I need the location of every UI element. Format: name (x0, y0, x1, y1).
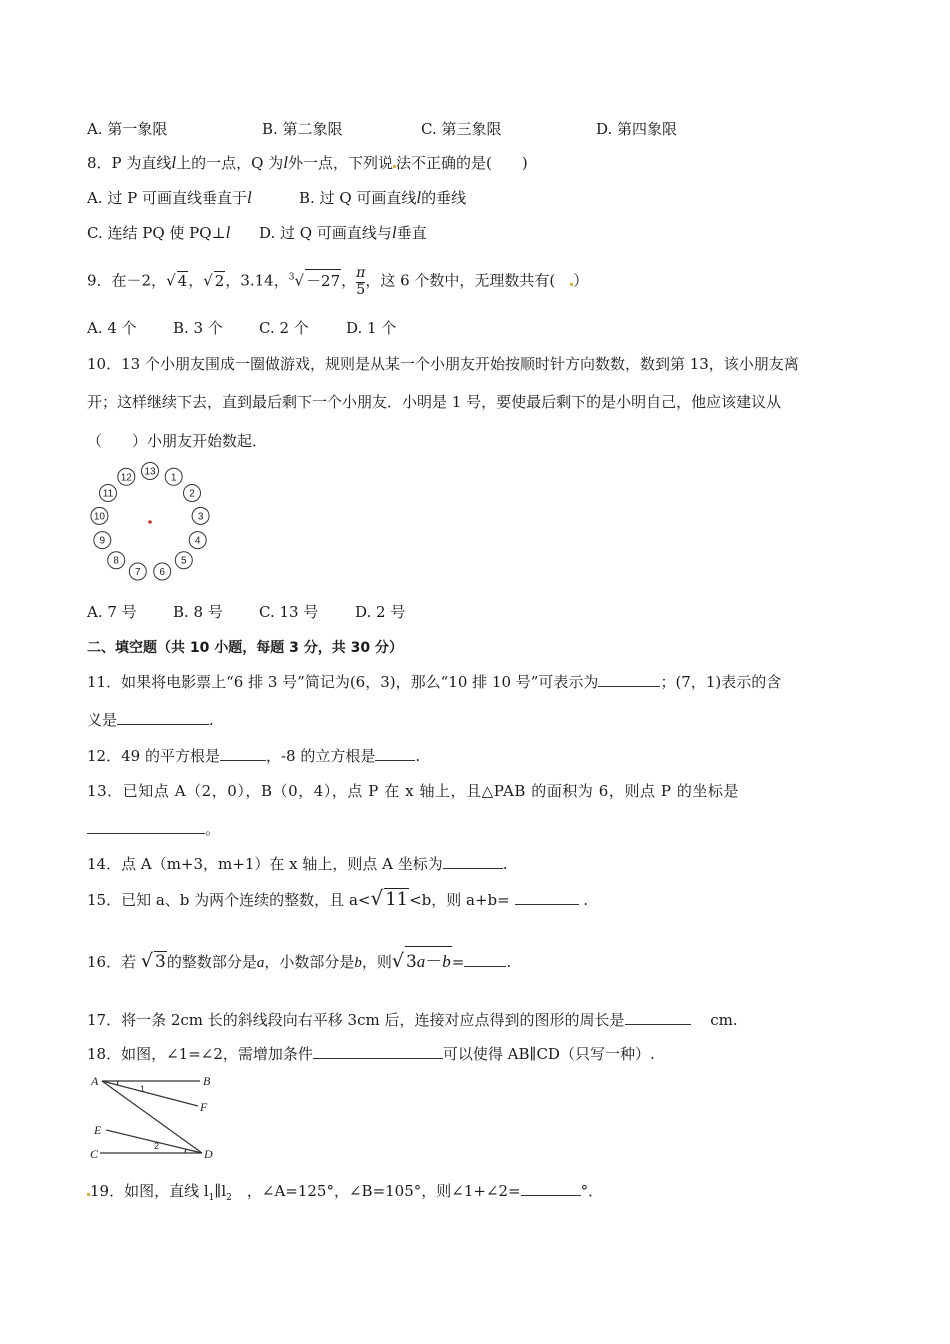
q8-text-1: 8．P 为直线 (87, 154, 172, 172)
sqrt-symbol: √ (140, 950, 153, 972)
child-number: 5 (181, 555, 187, 567)
q7-option-c: C. 第三象限 (421, 120, 502, 138)
sqrt-symbol: √ (203, 271, 213, 290)
q9-stem: 9．在－2，√ 4，√ 2，3.14，$^3$√ －27， $\frac{\pi}{5}$ ，这 6 个数中，无理数共有( ） (87, 265, 589, 298)
q8-option-b (299, 187, 466, 208)
answer-blank[interactable] (598, 672, 660, 687)
q10-line-3: （ ）小朋友开始数起． (87, 432, 268, 450)
child-number: 11 (102, 488, 114, 500)
q9-radicand-3: －27 (305, 269, 341, 291)
q11-text-2: ；(7，1)表示的含 (660, 673, 782, 691)
q13-text-2: 。 (205, 820, 221, 838)
q8-option-b-post: 的垂线 (421, 189, 467, 207)
q12-text-1: 12．49 的平方根是 (87, 747, 220, 765)
q8-option-d-post: 垂直 (396, 224, 427, 242)
q8-option-d (259, 222, 427, 243)
q16-radicand: 3 (154, 952, 166, 972)
line-l-symbol: l (416, 188, 422, 207)
answer-blank[interactable] (313, 1044, 443, 1059)
sqrt-symbol: √ (370, 886, 384, 910)
q13-line-1: 13．已知点 A（2，0），B（0，4），点 P 在 x 轴上，且△PAB 的面积为 6，则点 P 的坐标是 (87, 782, 740, 800)
q10-option-b: B. 8 号 (173, 603, 223, 621)
q12-text-2: ，-8 的立方根是 (265, 747, 376, 765)
circle-center-dot (148, 520, 152, 524)
q19-text-2: ，∠A=125°，∠B=105°，则∠1+∠2= (246, 1182, 521, 1200)
sqrt-symbol: √ (391, 950, 404, 972)
q18 (87, 1043, 655, 1064)
expr-minus: － (425, 952, 443, 972)
q11-text-1: 11．如果将电影票上“6 排 3 号”简记为(6，3)，那么“10 排 10 号”可表示为 (87, 673, 599, 691)
child-number: 1 (170, 472, 177, 484)
expr-a: a (416, 952, 426, 971)
parallel-lines-figure (88, 1072, 223, 1164)
point-c-label: C (90, 1147, 99, 1161)
child-number: 13 (144, 466, 156, 478)
q16-text-5: . (506, 953, 512, 971)
child-number: 9 (99, 535, 106, 547)
q15-text-3: . (583, 891, 589, 909)
subscript-1: 1 (208, 1193, 215, 1203)
section-title: 二、填空题（共 10 小题，每题 3 分，共 30 分） (87, 640, 403, 656)
q9-radicand-1: 4 (177, 271, 188, 290)
line-af (102, 1081, 198, 1106)
point-f-label: F (200, 1100, 208, 1114)
fraction-denominator: 5 (356, 282, 366, 298)
q15 (87, 886, 588, 910)
line-l-symbol: l (247, 188, 252, 207)
answer-blank[interactable] (220, 746, 266, 761)
child-number: 12 (120, 472, 132, 484)
q9-option-a: A. 4 个 (87, 319, 137, 337)
q9-option-d: D. 1 个 (346, 319, 397, 337)
q16-equals: = (451, 953, 465, 971)
children-circle-figure (86, 460, 214, 585)
q14 (87, 853, 508, 874)
answer-blank[interactable] (87, 819, 205, 834)
answer-blank[interactable] (625, 1010, 691, 1025)
q17-text-1: 17．将一条 2cm 长的斜线段向右平移 3cm 后，连接对应点得到的图形的周长是 (87, 1011, 625, 1029)
line-ad (102, 1081, 202, 1153)
child-number: 6 (159, 567, 165, 578)
answer-blank[interactable] (117, 710, 209, 725)
sqrt-symbol: √ (166, 271, 176, 290)
q16-expression (405, 946, 452, 972)
expr-b: b (442, 952, 451, 971)
q8-option-d-text: D. 过 Q 可画直线与 (259, 224, 392, 242)
point-b-label: B (203, 1074, 211, 1088)
q16 (87, 946, 511, 972)
q13-line-2 (87, 818, 220, 839)
line-l-symbol: l (171, 153, 177, 172)
q9-option-c: C. 2 个 (259, 319, 309, 337)
pi-symbol: π (356, 265, 366, 281)
q8-text-2: 上的一点，Q 为 (176, 154, 284, 172)
point-d-label: D (204, 1147, 213, 1161)
answer-blank[interactable] (375, 746, 415, 761)
cube-root-index: 3 (288, 272, 295, 283)
child-number: 4 (194, 535, 201, 547)
q14-text-1: 14．点 A（m+3，m+1）在 x 轴上，则点 A 坐标为 (87, 855, 443, 873)
q16-text-4: ，则 (361, 953, 392, 971)
q8-text-3: 外一点，下列说 (287, 154, 393, 172)
q8-options-ab (87, 187, 467, 208)
variable-a: a (256, 955, 265, 971)
variable-b: b (354, 955, 362, 971)
q9-text-post: ，这 6 个数中，无理数共有( (365, 271, 571, 290)
q7-option-d: D. 第四象限 (596, 120, 678, 138)
q9-text-mid: ，3.14， (225, 271, 289, 290)
line-l-symbol: l (391, 223, 397, 242)
sqrt-symbol: √ (294, 271, 305, 290)
q11-text-3: 义是 (87, 711, 118, 729)
q10-option-d: D. 2 号 (355, 603, 406, 621)
subscript-2: 2 (226, 1193, 232, 1203)
q16-text-1: 16．若 (87, 953, 137, 971)
q17 (87, 1009, 738, 1030)
q17-text-2: cm. (710, 1011, 738, 1029)
q15-radicand: 11 (385, 889, 409, 910)
line-l-symbol: l (225, 223, 231, 242)
q18-text-1: 18．如图，∠1=∠2，需增加条件 (87, 1045, 313, 1063)
q10-option-a: A. 7 号 (87, 603, 137, 621)
point-a-label: A (91, 1074, 99, 1088)
q19-text-1: 19．如图，直线 l (90, 1182, 209, 1200)
child-number: 10 (93, 511, 105, 523)
angle-1-label: 1 (140, 1084, 146, 1094)
q16-text-2: 的整数部分是 (166, 953, 257, 971)
q9-text-pre: 9．在－2， (87, 271, 167, 290)
q10-line-2: 开；这样继续下去，直到最后剩下一个小朋友．小明是 1 号，要使最后剩下的是小明自己，他应该建议从 (87, 393, 782, 411)
q8-option-b-text: B. 过 Q 可画直线 (299, 189, 417, 207)
q15-text-1: 15．已知 a、b 为两个连续的整数，且 a< (87, 891, 371, 909)
q10-option-c: C. 13 号 (259, 603, 319, 621)
child-number: 2 (189, 488, 195, 500)
q10-line-1: 10．13 个小朋友围成一圈做游戏，规则是从某一个小朋友开始按顺时针方向数数，数到第 13，该小朋友离 (87, 355, 799, 373)
child-number: 8 (113, 555, 119, 567)
q19-parallel: ∥l (214, 1182, 227, 1200)
line-l-symbol: l (283, 153, 288, 172)
q8-option-a: A. 过 P 可画直线垂直于 (87, 189, 247, 207)
q9-option-b: B. 3 个 (173, 319, 223, 337)
q19 (87, 1180, 603, 1203)
q15-text-2: <b，则 a+b= (409, 891, 510, 909)
q18-text-2: 可以使得 AB∥CD（只写一种）. (442, 1045, 655, 1063)
q8-options-cd (87, 222, 427, 243)
answer-blank[interactable] (443, 854, 503, 869)
q16-text-3: ，小数部分是 (264, 953, 355, 971)
child-number: 3 (197, 511, 204, 523)
q11-line-1 (87, 671, 781, 692)
q8-stem (87, 152, 528, 173)
q9-radicand-2: 2 (214, 271, 225, 290)
q7-option-b: B. 第二象限 (262, 120, 343, 138)
q19-text-3: °． (580, 1182, 604, 1200)
q11-text-4: . (209, 711, 214, 729)
q8-option-c: C. 连结 PQ 使 PQ⊥ (87, 224, 226, 242)
answer-blank[interactable] (464, 952, 506, 967)
pi-over-5 (356, 266, 365, 297)
point-e-label: E (94, 1123, 102, 1137)
q9-close-paren: ） (573, 271, 589, 290)
q11-line-2 (87, 709, 214, 730)
child-number: 7 (135, 567, 141, 578)
q8-text-4: 法不正确的是( ) (395, 154, 528, 172)
answer-blank[interactable] (521, 1181, 581, 1196)
answer-blank[interactable] (515, 890, 579, 905)
expr-3: 3 (405, 952, 417, 972)
q14-text-2: . (502, 855, 508, 873)
q12-text-3: . (415, 747, 421, 765)
angle-2-label: 2 (154, 1141, 160, 1151)
q12 (87, 745, 420, 766)
q7-option-a: A. 第一象限 (87, 120, 168, 138)
